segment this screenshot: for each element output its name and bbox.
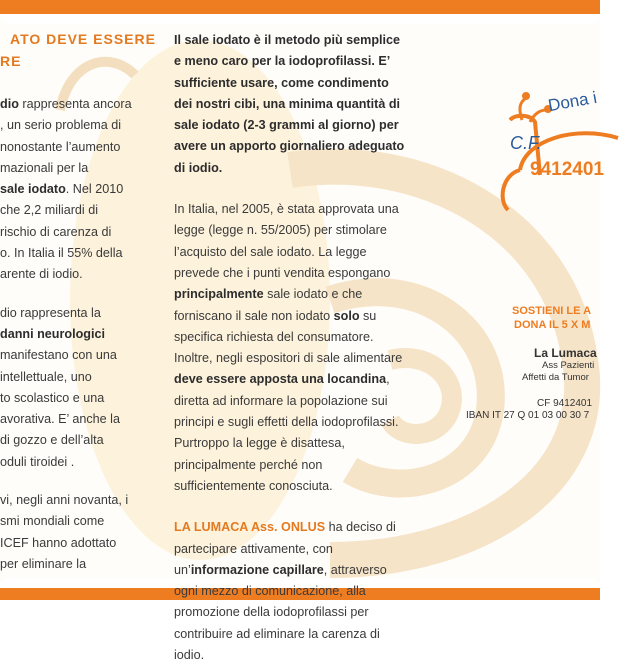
para2-text-fragment: di gozzo e dell’alta xyxy=(0,433,104,448)
p3-bold-b: informazione capillare xyxy=(190,562,324,577)
para3-text-fragment: smi mondiali come xyxy=(0,514,105,529)
p2-text-a: In Italia, nel 2005, è stata approvata una legge (legge n. 55/2005) per stimolare l’acquisto del sale iodato. La legge prevede che i punti vendita espongano xyxy=(174,202,399,280)
para2-line xyxy=(0,388,155,409)
para1-text-fragment: rappresenta ancora xyxy=(18,97,132,111)
left-column xyxy=(0,28,155,575)
cf-label: C.F. xyxy=(510,133,542,153)
para1-bold-fragment: sale iodato xyxy=(0,182,66,197)
p2-text-c: sale iodato e che forniscano il sale non iodato xyxy=(174,287,363,323)
para2-line xyxy=(0,452,155,473)
para2-bold-fragment: danni neurologici xyxy=(0,326,105,341)
middle-paragraph-3 xyxy=(174,517,410,666)
top-border-curve xyxy=(0,14,600,24)
org-name: La Lumaca xyxy=(534,346,597,360)
p2-text-g: , diretta ad informare la popolazione sui principi e sugli effetti della iodoprofilassi. Purtroppo la legge è disattesa, principalmente perché non sufficientemente conosciuta. xyxy=(174,372,399,493)
para2-line xyxy=(0,409,155,430)
para3-line xyxy=(0,511,155,532)
para1-bold-fragment: dio xyxy=(0,97,19,111)
para2-text-fragment: avorativa. E’ anche la xyxy=(0,412,120,427)
para1-text-fragment: o. In Italia il 55% della xyxy=(0,246,123,261)
left-heading xyxy=(0,28,155,72)
para1-line xyxy=(0,94,155,115)
para1-text-fragment: che 2,2 miliardi di xyxy=(0,203,98,218)
p2-bold-f: deve essere apposta una locandina xyxy=(174,372,387,387)
left-heading-line2: RE xyxy=(0,53,22,69)
para2-line xyxy=(0,367,155,388)
left-paragraph-2 xyxy=(0,303,155,473)
middle-intro-bold: Il sale iodato è il metodo più semplice e meno caro per la iodoprofilassi. E’ sufficiente usare, come condimento dei nostri cibi, una minima quantità di sale iodato (2-3 grammi al giorno) per avere un apporto giornaliero adeguato di iodio. xyxy=(174,33,405,175)
para2-line xyxy=(0,430,155,451)
para1-line xyxy=(0,222,155,243)
para1-text-fragment: rischio di carenza di xyxy=(0,224,112,239)
left-paragraph-3 xyxy=(0,490,155,575)
para3-text-fragment: vi, negli anni novanta, i xyxy=(0,493,129,508)
sostieni-line1: SOSTIENI LE A xyxy=(512,305,592,317)
cf-line: CF 9412401 xyxy=(537,398,593,409)
para2-line xyxy=(0,324,155,345)
middle-column xyxy=(174,30,410,666)
para3-line xyxy=(0,554,155,575)
para3-text-fragment: per eliminare la xyxy=(0,556,87,571)
org-name-highlight: LA LUMACA Ass. ONLUS xyxy=(174,520,326,535)
para1-line xyxy=(0,264,155,285)
cf-number: 9412401 xyxy=(530,159,604,180)
para1-text-fragment: . Nel 2010 xyxy=(65,182,124,197)
para2-text-fragment: dio rappresenta la xyxy=(0,305,101,320)
left-heading-line1: ATO DEVE ESSERE xyxy=(10,31,156,47)
para2-line xyxy=(0,345,155,366)
para1-text-fragment: mazionali per la xyxy=(0,160,89,175)
para1-text-fragment: arente di iodio. xyxy=(0,267,83,282)
para1-text-fragment: , un serio problema di xyxy=(0,118,122,133)
middle-paragraph-2 xyxy=(174,199,410,497)
para1-line xyxy=(0,179,155,200)
para1-line xyxy=(0,158,155,179)
p3-text-a: ha deciso di partecipare attivamente, con un’ xyxy=(174,520,396,577)
para1-line xyxy=(0,137,155,158)
para3-line xyxy=(0,533,155,554)
para1-line xyxy=(0,243,155,264)
p3-text-c: , attraverso ogni mezzo di comunicazione, alla promozione della iodoprofilassi per contribuire ad eliminare la carenza di iodio. xyxy=(174,562,387,663)
para2-text-fragment: manifestano con una xyxy=(0,348,117,363)
top-border xyxy=(0,0,600,14)
para3-line xyxy=(0,490,155,511)
p2-bold-d: solo xyxy=(333,308,360,323)
p2-bold-b: principalmente xyxy=(174,287,264,302)
para1-line xyxy=(0,200,155,221)
p2-text-e: su specifica richiesta del consumatore. Inoltre, negli espositori di sale alimentare xyxy=(174,308,403,366)
dona-text: Dona i xyxy=(546,87,599,116)
middle-intro xyxy=(174,30,410,179)
para2-text-fragment: to scolastico e una xyxy=(0,390,105,405)
iban-line: IBAN IT 27 Q 01 03 00 30 7 xyxy=(466,410,590,421)
org-line2: Affetti da Tumor xyxy=(522,372,589,383)
para1-text-fragment: nonostante l’aumento xyxy=(0,139,121,154)
para2-line xyxy=(0,303,155,324)
org-line1: Ass Pazienti xyxy=(542,360,595,371)
sostieni-text xyxy=(512,304,632,332)
para3-text-fragment: ICEF hanno adottato xyxy=(0,535,117,550)
para1-line xyxy=(0,115,155,136)
left-paragraph-1 xyxy=(0,94,155,286)
para2-text-fragment: intellettuale, uno xyxy=(0,369,92,384)
bank-info xyxy=(462,384,612,422)
para2-text-fragment: oduli tiroidei . xyxy=(0,454,75,469)
sostieni-line2: DONA IL 5 X M xyxy=(514,319,591,331)
org-info xyxy=(462,346,612,384)
